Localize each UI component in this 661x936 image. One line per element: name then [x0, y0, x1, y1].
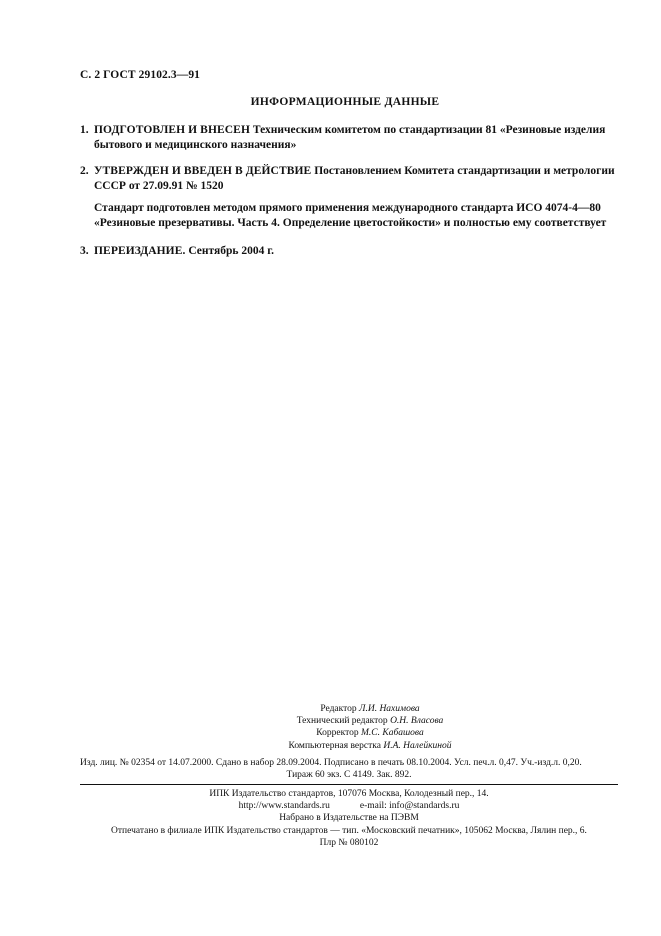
item-number: 3. [80, 245, 89, 257]
item-text: Постановлением Комитета стандартизации и метрологии СССР от 27.09.91 № 1520 [94, 165, 615, 192]
credit-name: М.С. Кабашова [361, 728, 424, 739]
credit-line [190, 715, 550, 727]
item-lead: ПОДГОТОВЛЕН И ВНЕСЕН [94, 124, 250, 136]
item-text: Сентябрь 2004 г. [185, 245, 275, 257]
publisher-block [80, 788, 618, 849]
credit-line [190, 703, 550, 715]
credit-role: Технический редактор [296, 716, 391, 727]
credit-name: Л.И. Нахимова [359, 704, 420, 714]
credit-name: О.Н. Власова [390, 716, 444, 727]
publisher-contacts [80, 800, 618, 812]
credit-line [190, 727, 550, 739]
item-text: Техническим комитетом по стандартизации 81 «Резиновые изделия бытового и медицинского назначения» [94, 124, 606, 151]
running-header: С. 2 ГОСТ 29102.3—91 [80, 69, 201, 81]
item-body [94, 244, 618, 259]
info-item-3 [80, 244, 618, 259]
imprint-line-2: Тираж 60 экз. С 4149. Зак. 892. [286, 770, 412, 781]
item-body [94, 164, 618, 194]
credit-name: И.А. Налейкиной [383, 740, 452, 751]
imprint-line-1: Изд. лиц. № 02354 от 14.07.2000. Сдано в набор 28.09.2004. Подписано в печать 08.10.2004. Усл. печ.л. 0,47. Уч.-изд.л. 0,20. [80, 758, 582, 768]
website-link[interactable]: http://www.standards.ru [238, 801, 330, 812]
section-title: ИНФОРМАЦИОННЫЕ ДАННЫЕ [250, 96, 440, 108]
credit-role: Компьютерная верстка [288, 740, 384, 751]
item-lead: ПЕРЕИЗДАНИЕ. [94, 245, 186, 257]
publication-imprint [80, 757, 618, 781]
credit-role: Корректор [316, 728, 362, 739]
credit-line [190, 740, 550, 752]
editorial-credits [190, 703, 550, 752]
item-number: 2. [80, 165, 89, 177]
publisher-address: ИПК Издательство стандартов, 107076 Москва, Колодезный пер., 14. [209, 789, 489, 799]
item-number: 1. [80, 124, 89, 136]
item-body [94, 123, 618, 153]
plr-number: Плр № 080102 [319, 837, 379, 848]
typeset-note: Набрано в Издательстве на ПЭВМ [279, 813, 419, 824]
info-item-2 [80, 164, 618, 194]
credit-role: Редактор [320, 704, 360, 714]
item-lead: УТВЕРЖДЕН И ВВЕДЕН В ДЕЙСТВИЕ [94, 165, 312, 177]
info-item-1 [80, 123, 618, 153]
standard-note: Стандарт подготовлен методом прямого применения международного стандарта ИСО 4074-4—80 «Резиновые презервативы. Часть 4. Определение цветостойкости» и полностью ему соответствует [94, 202, 607, 229]
printing-note: Отпечатано в филиале ИПК Издательство стандартов — тип. «Московский печатник», 105062 Москва, Лялин пер., 6. [111, 825, 587, 836]
email-link[interactable]: e-mail: info@standards.ru [359, 801, 460, 812]
divider-rule [80, 784, 618, 785]
